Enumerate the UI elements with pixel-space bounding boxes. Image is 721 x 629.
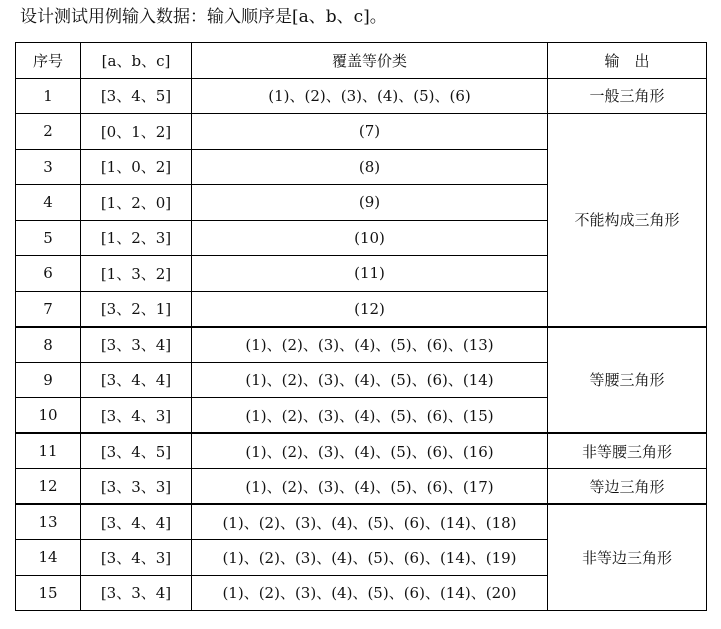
- cell-output: 不能构成三角形: [548, 114, 707, 327]
- header-classes: 覆盖等价类: [192, 43, 548, 79]
- table-row: [16, 433, 707, 469]
- cell-classes: (1)、(2)、(3)、(4)、(5)、(6)、(14)、(18): [192, 504, 548, 540]
- cell-classes: (9): [192, 185, 548, 221]
- cell-no: 9: [16, 362, 81, 398]
- cell-output: 非等边三角形: [548, 504, 707, 611]
- cell-classes: (1)、(2)、(3)、(4)、(5)、(6)、(17): [192, 469, 548, 505]
- table-row: [16, 504, 707, 540]
- cell-no: 5: [16, 220, 81, 256]
- cell-no: 6: [16, 256, 81, 292]
- cell-classes: (12): [192, 291, 548, 327]
- cell-input: [3、4、5]: [81, 78, 192, 114]
- table-row: [16, 469, 707, 505]
- cell-input: [3、3、3]: [81, 469, 192, 505]
- cell-input: [3、2、1]: [81, 291, 192, 327]
- cell-input: [3、4、5]: [81, 433, 192, 469]
- cell-input: [0、1、2]: [81, 114, 192, 150]
- cell-classes: (11): [192, 256, 548, 292]
- table-row: [16, 78, 707, 114]
- cell-input: [3、4、3]: [81, 540, 192, 576]
- document-title: 设计测试用例输入数据：输入顺序是[a、b、c]。: [20, 7, 387, 27]
- cell-no: 13: [16, 504, 81, 540]
- cell-classes: (1)、(2)、(3)、(4)、(5)、(6)、(13): [192, 327, 548, 363]
- table-header-row: [16, 43, 707, 79]
- cell-input: [1、3、2]: [81, 256, 192, 292]
- test-case-table: [15, 42, 707, 611]
- cell-no: 3: [16, 149, 81, 185]
- header-output: 输 出: [548, 43, 707, 79]
- cell-no: 1: [16, 78, 81, 114]
- cell-classes: (7): [192, 114, 548, 150]
- cell-input: [3、3、4]: [81, 575, 192, 611]
- cell-classes: (10): [192, 220, 548, 256]
- cell-no: 14: [16, 540, 81, 576]
- cell-input: [3、4、3]: [81, 398, 192, 434]
- cell-no: 12: [16, 469, 81, 505]
- cell-input: [3、4、4]: [81, 504, 192, 540]
- table-row: [16, 327, 707, 363]
- cell-output: 等腰三角形: [548, 327, 707, 434]
- cell-no: 11: [16, 433, 81, 469]
- cell-classes: (8): [192, 149, 548, 185]
- cell-input: [1、2、3]: [81, 220, 192, 256]
- cell-output: 一般三角形: [548, 78, 707, 114]
- cell-no: 2: [16, 114, 81, 150]
- header-input: [a、b、c]: [81, 43, 192, 79]
- cell-input: [3、4、4]: [81, 362, 192, 398]
- cell-classes: (1)、(2)、(3)、(4)、(5)、(6): [192, 78, 548, 114]
- cell-classes: (1)、(2)、(3)、(4)、(5)、(6)、(14)、(20): [192, 575, 548, 611]
- cell-output: 非等腰三角形: [548, 433, 707, 469]
- cell-classes: (1)、(2)、(3)、(4)、(5)、(6)、(16): [192, 433, 548, 469]
- cell-classes: (1)、(2)、(3)、(4)、(5)、(6)、(15): [192, 398, 548, 434]
- cell-input: [1、2、0]: [81, 185, 192, 221]
- cell-no: 8: [16, 327, 81, 363]
- cell-input: [3、3、4]: [81, 327, 192, 363]
- cell-classes: (1)、(2)、(3)、(4)、(5)、(6)、(14): [192, 362, 548, 398]
- header-serial: 序号: [16, 43, 81, 79]
- cell-input: [1、0、2]: [81, 149, 192, 185]
- cell-no: 7: [16, 291, 81, 327]
- cell-classes: (1)、(2)、(3)、(4)、(5)、(6)、(14)、(19): [192, 540, 548, 576]
- table-row: [16, 114, 707, 150]
- cell-no: 4: [16, 185, 81, 221]
- cell-output: 等边三角形: [548, 469, 707, 505]
- cell-no: 10: [16, 398, 81, 434]
- cell-no: 15: [16, 575, 81, 611]
